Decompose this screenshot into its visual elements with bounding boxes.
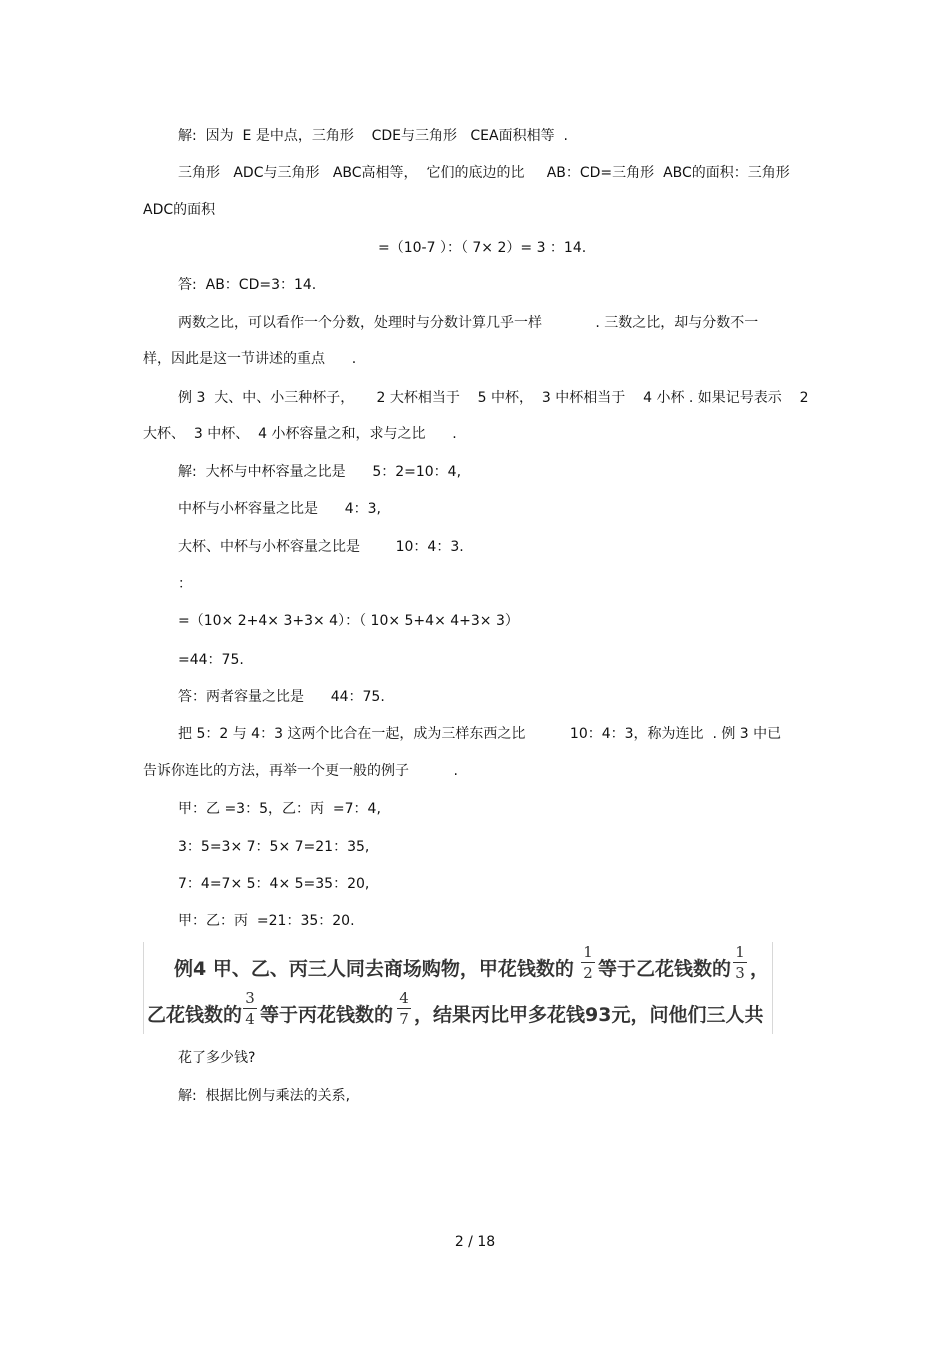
fraction-numerator: 1 — [583, 943, 593, 961]
example4-text-1c: ， — [750, 958, 770, 980]
example4-text-2c: ，结果丙比甲多花钱93元，问他们三人共 — [414, 1004, 764, 1026]
fraction-denominator: 7 — [399, 1010, 409, 1028]
body-line-3: ADC的面积 — [143, 202, 216, 218]
example3-line-1: 例 3 大、中、小三种杯子， 2 大杯相当于 5 中杯， 3 中杯相当于 4 小杯 . 如果记号表示 2 — [178, 390, 809, 406]
solution-line-1: 解: 大杯与中杯容量之比是 5：2=10：4, — [178, 464, 462, 480]
solution-intro: 解: 根据比例与乘法的关系, — [178, 1088, 351, 1104]
fraction-denominator: 2 — [583, 964, 593, 982]
solution-line-5: =（10× 2+4× 3+3× 4）：（ 10× 5+4× 4+3× 3） — [178, 613, 519, 629]
fraction-denominator: 3 — [735, 964, 745, 982]
solution-line-3: 大杯、中杯与小杯容量之比是 10：4：3. — [178, 539, 464, 555]
fraction-1-3 — [732, 944, 748, 981]
example4-text-1b: 等于乙花钱数的 — [598, 958, 732, 980]
fraction-numerator: 4 — [399, 989, 409, 1007]
solution-line-6: =44：75. — [178, 652, 244, 668]
body-line-18: 告诉你连比的方法，再举一个更一般的例子 . — [143, 763, 458, 779]
example4-text-1a: 例4 甲、乙、丙三人同去商场购物，甲花钱数的 — [174, 958, 574, 980]
fraction-3-4 — [242, 990, 258, 1027]
fraction-denominator: 4 — [245, 1010, 255, 1028]
body-line-17: 把 5：2 与 4：3 这两个比合在一起，成为三样东西之比 10：4：3，称为连比 . 例 3 中已 — [178, 726, 782, 742]
ratio-line-4: 甲：乙：丙 =21：35：20. — [178, 913, 355, 929]
example4-text-2b: 等于丙花钱数的 — [260, 1004, 394, 1026]
example3-line-2: 大杯、 3 中杯、 4 小杯容量之和，求与之比 . — [143, 426, 457, 442]
fraction-1-2 — [580, 944, 596, 981]
fraction-bar — [581, 962, 595, 963]
body-line-1: 解: 因为 E 是中点，三角形 CDE与三角形 CEA面积相等 . — [178, 128, 568, 144]
fraction-bar — [733, 962, 747, 963]
fraction-bar — [397, 1008, 411, 1009]
solution-line-2: 中杯与小杯容量之比是 4：3, — [178, 501, 381, 517]
ratio-line-3: 7：4=7× 5：4× 5=35：20, — [178, 876, 370, 892]
answer-line-2: 答：两者容量之比是 44：75. — [178, 689, 385, 705]
fraction-4-7 — [396, 990, 412, 1027]
answer-line-1: 答: AB：CD=3：14. — [178, 277, 317, 293]
fraction-numerator: 3 — [245, 989, 255, 1007]
body-line-7: 样，因此是这一节讲述的重点 . — [143, 351, 357, 367]
ratio-line-2: 3：5=3× 7：5× 7=21：35, — [178, 839, 370, 855]
body-line-2: 三角形 ADC与三角形 ABC高相等， 它们的底边的比 AB：CD=三角形 ABC的面积：三角形 — [178, 165, 790, 181]
example4-text-2a: 乙花钱数的 — [147, 1004, 243, 1026]
body-line-continued: 花了多少钱? — [178, 1050, 256, 1066]
solution-line-4: ： — [178, 576, 192, 592]
page-number: 2 / 18 — [454, 1234, 496, 1250]
body-line-6: 两数之比，可以看作一个分数，处理时与分数计算几乎一样 . 三数之比，却与分数不一 — [178, 315, 759, 331]
fraction-numerator: 1 — [735, 943, 745, 961]
fraction-bar — [243, 1008, 257, 1009]
equation-line: =（10-7 ）：（ 7× 2）= 3 ：14. — [378, 240, 587, 256]
example4-image — [143, 942, 773, 1034]
ratio-line-1: 甲：乙 =3：5，乙：丙 =7：4, — [178, 801, 381, 817]
